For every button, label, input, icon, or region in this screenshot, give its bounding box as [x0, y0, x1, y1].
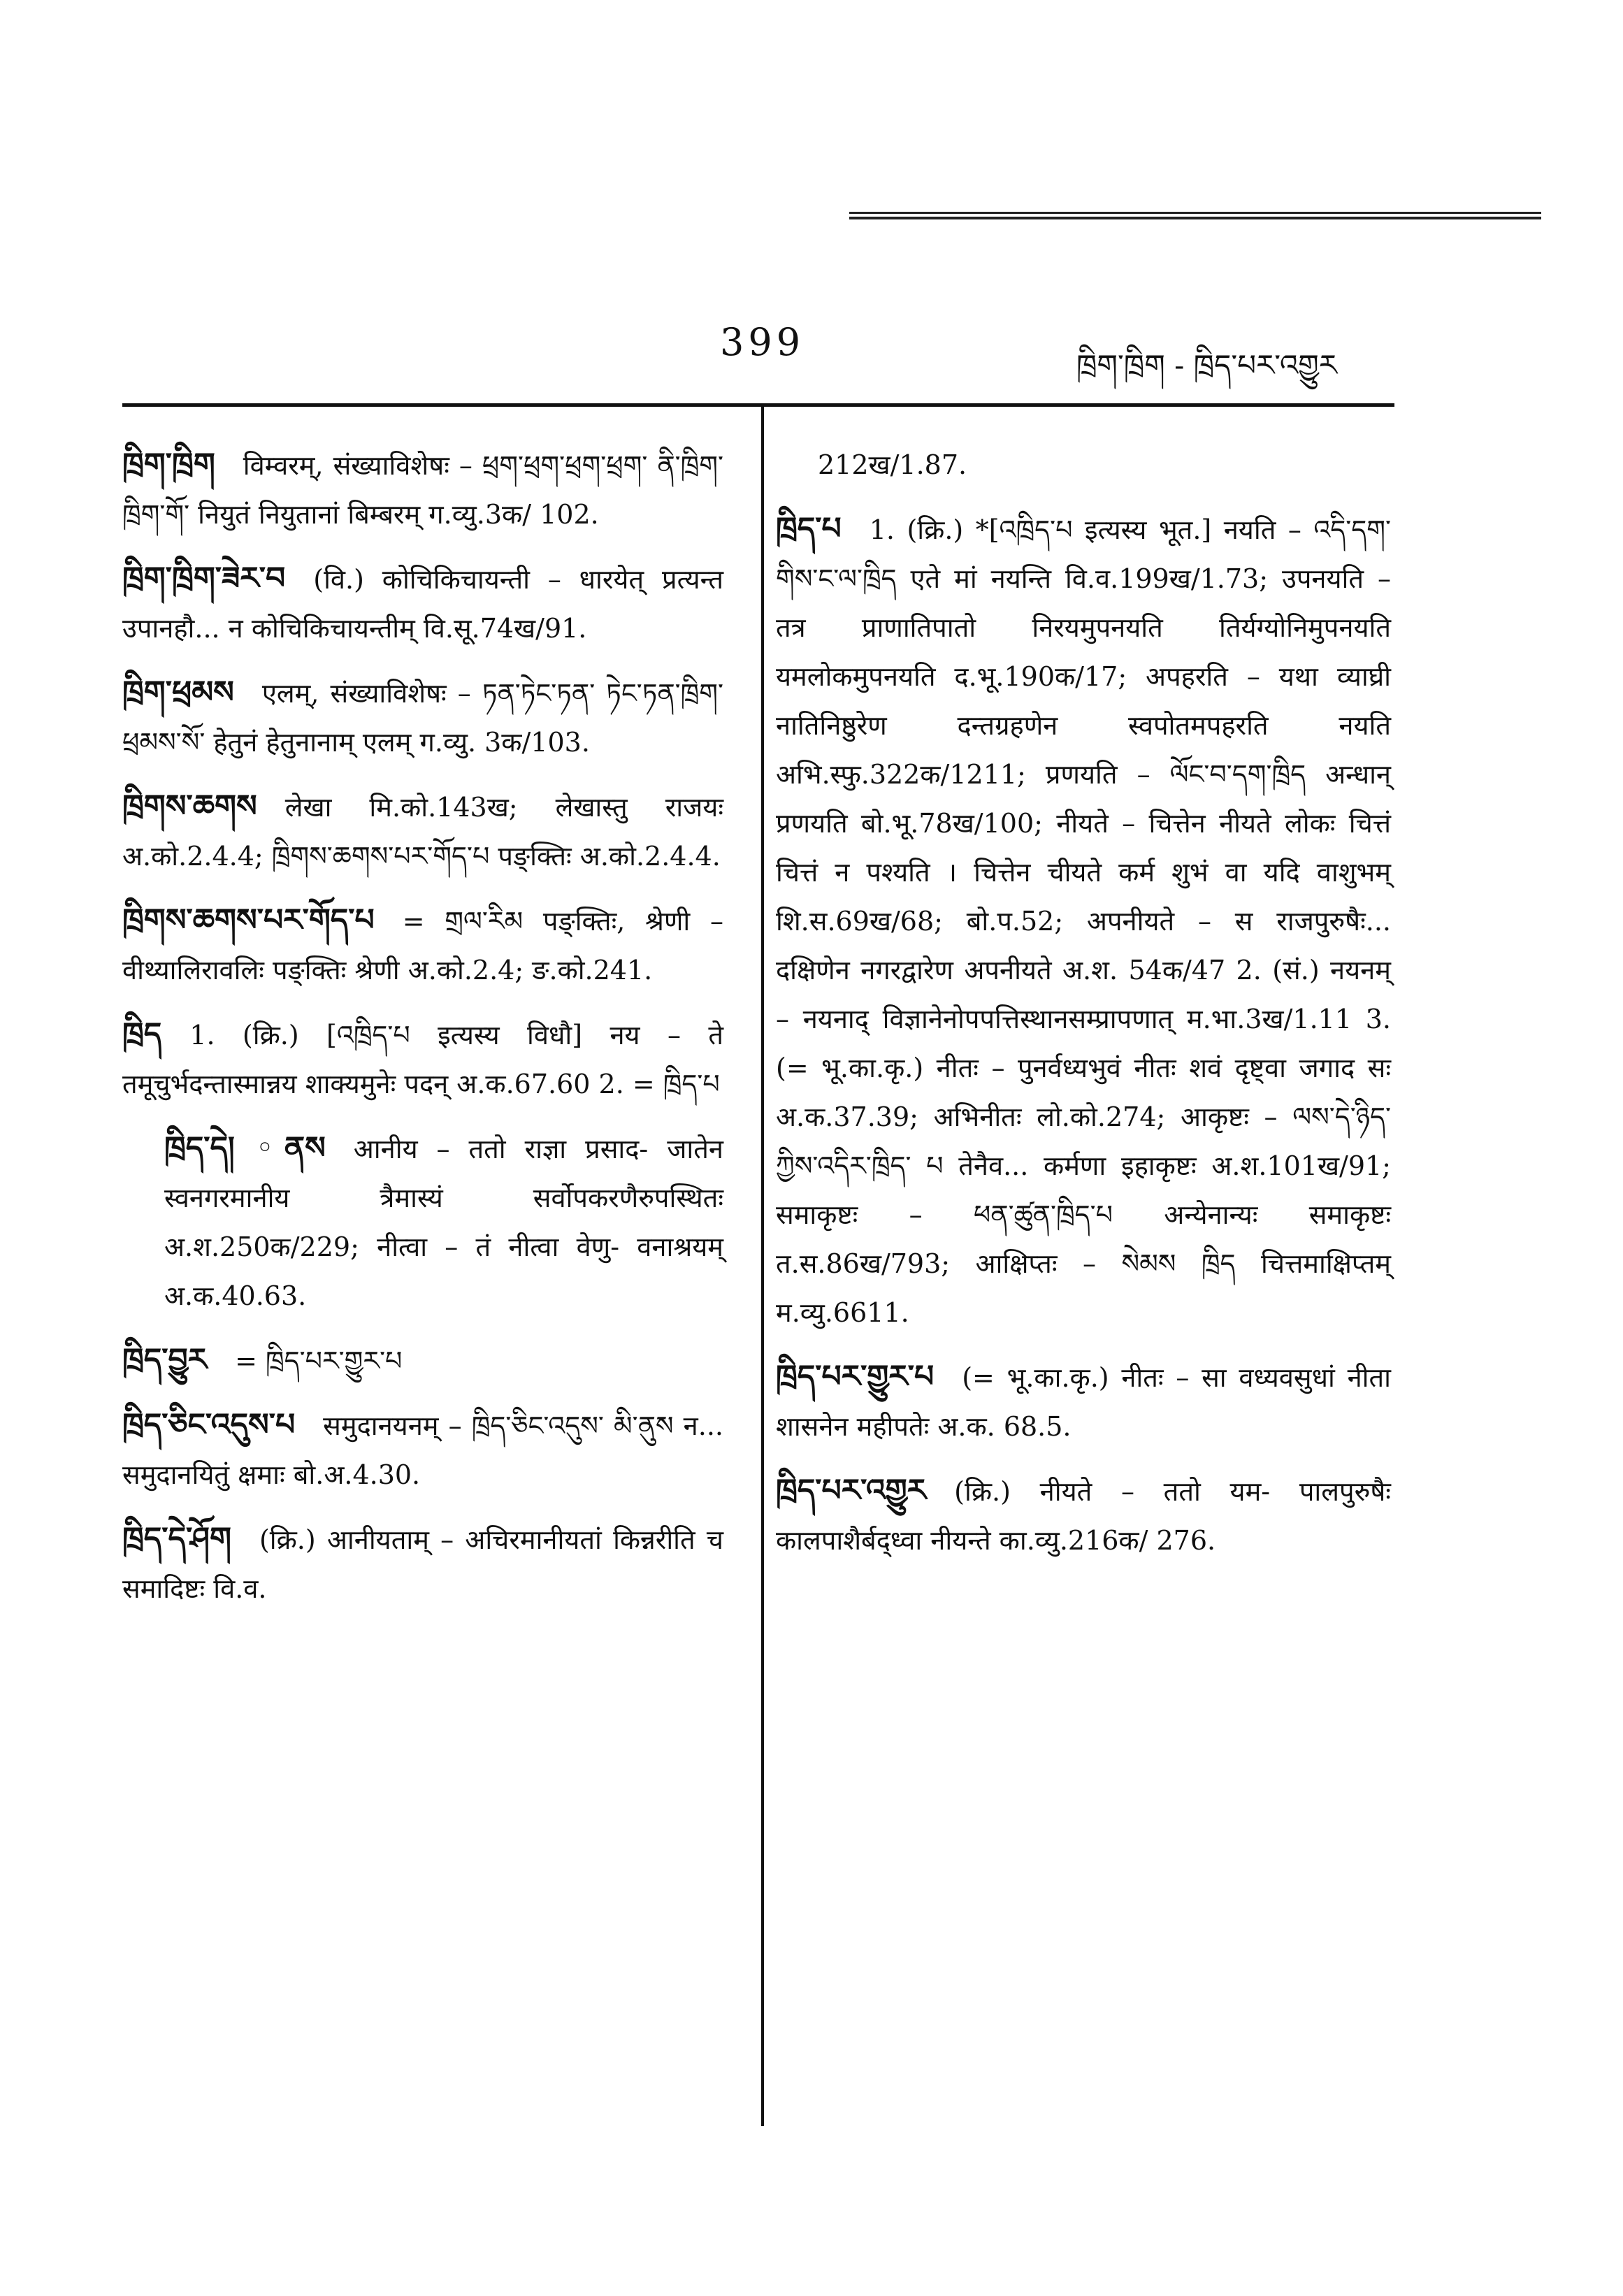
entry-headword: ཁྲིད་པ — [776, 511, 842, 547]
dictionary-entry — [122, 554, 723, 653]
entry-text: 212ख/1.87. — [818, 449, 967, 480]
entry-headword: ཁྲིད་པར་གྱུར་པ — [776, 1359, 935, 1394]
dictionary-entry — [122, 1401, 723, 1499]
entry-text: आनीय – ततो राज्ञा प्रसाद- जातेन स्वनगरमानीय त्रैमास्यं सर्वोपकरणैरुपस्थितः अ.श.250क/229; नीत्वा – तं नीत्वा वेणु- वनाश्रयम् अ.क.40.63. — [164, 1134, 723, 1311]
dictionary-entry — [122, 440, 723, 539]
entry-headword: ཁྲིགས་ཆགས་པར་གོད་པ — [122, 902, 375, 938]
entry-headword: ཁྲིད་པར་འགྱུར — [776, 1473, 927, 1508]
entry-text: (क्रि.) नीयते – ततो यम- पालपुरुषैः कालपाशैर्बद्ध्वा नीयन्ते का.व्यु.216क/ 276. — [776, 1476, 1391, 1556]
entry-text: 1. (क्रि.) *[འཁྲིད་པ इत्यस्य भूत.] नयति – འདི་དག་གིས་ང་ལ་ཁྲིད एते मां नयन्ति वि.व.199ख/1.73; उपनयति – तत्र प्राणातिपातो निरयमुपनयति तिर्यग्योनिमुपनयति यमलोकमुपनयति द.भू.190क/17; अपहरति – यथा व्याघ्री नातिनिष्ठुरेण दन्तग्रहणेन स्वपोतमपहरति नयति अभि.स्फु.322क/1211; प्रणयति – ལོང་བ་དག་ཁྲིད अन्धान् प्रणयति बो.भू.78ख/100; नीयते – चित्तेन नीयते लोकः चित्तं चित्तं न पश्यति । चित्तेन चीयते कर्म शुभं वा यदि वाशुभम् शि.स.69ख/68; बो.प.52; अपनीयते – स राजपुरुषैः... दक्षिणेन नगरद्वारेण अपनीयते अ.श. 54क/47 2. (सं.) नयनम् – नयनाद् विज्ञानेनोपपत्तिस्थानसम्प्रापणात् म.भा.3ख/1.11 3. (= भू.का.कृ.) नीतः – पुनर्वध्यभुवं नीतः शवं दृष्ट्वा जगाद सः अ.क.37.39; अभिनीतः लो.को.274; आकृष्टः – ལས་དེ་ཉིད་ཀྱིས་འདིར་ཁྲིད་ པ तेनैव... कर्मणा इहाकृष्टः अ.श.101ख/91; समाकृष्टः – ཕན་ཚུན་ཁྲིད་པ अन्येनान्यः समाकृष्टः त.स.86ख/793; आक्षिप्तः – སེམས ཁྲིད चित्तमाक्षिप्तम् म.व्यु.6611. — [776, 514, 1391, 1328]
dictionary-entry — [776, 505, 1391, 1337]
dictionary-entry — [776, 1352, 1391, 1451]
entry-headword: ཁྲིག་ཕྲམས — [122, 674, 234, 710]
entry-text: (वि.) कोचिकिचायन्ती – धारयेत् प्रत्यन्त उपानहौ... न कोचिकिचायन्तीम् वि.सू.74ख/91. — [122, 564, 723, 644]
entry-text: (= भू.का.कृ.) नीतः – सा वध्यवसुधां नीता शासनेन महीपतेः अ.क. 68.5. — [776, 1362, 1391, 1442]
entry-text: लेखा मि.को.143ख; लेखास्तु राजयः अ.को.2.4.4; ཁྲིགས་ཆགས་པར་གོད་པ पङ्क्तिः अ.को.2.4.4. — [122, 792, 723, 872]
entry-headword: ཁྲིག་ཁྲིག་ཟེར་བ — [122, 561, 286, 596]
dictionary-entry — [122, 1515, 723, 1613]
entry-headword: ཁྲིད་ཅིང་འདུས་པ — [122, 1407, 296, 1443]
dictionary-subentry — [122, 1124, 723, 1320]
entry-text: = གྲལ་རིམ पङ्क्तिः, श्रेणी – वीथ्यालिरावलिः पङ्क्तिः श्रेणी अ.को.2.4; ङ.को.241. — [122, 906, 723, 985]
page-number: 399 — [720, 320, 805, 364]
entry-headword: ཁྲིད་དེ་ཤོག — [122, 1521, 231, 1557]
entry-headword: ཁྲིད་དེ། ◦ནས — [164, 1130, 326, 1166]
dictionary-entry — [776, 1466, 1391, 1565]
top-decorative-rule — [849, 212, 1541, 219]
entry-text: 1. (क्रि.) [འཁྲིད་པ इत्यस्य विधौ] नय – ते तमूचुर्भदन्तास्मान्नय शाक्यमुनेः पदन् अ.क.67.60 2. = ཁྲིད་པ — [122, 1020, 723, 1099]
dictionary-entry — [122, 1010, 723, 1109]
running-head: ཁྲིག་ཁྲིག - ཁྲིད་པར་འགྱུར — [1076, 348, 1338, 382]
entry-text: एलम्, संख्याविशेषः – ཏན་ཏེང་ཏན་ ཏེང་ཏན་ཁྲིག་ཕྲམས་སོ་ हेतुनं हेतुनानाम् एलम् ग.व्यु. 3क/103. — [122, 678, 723, 758]
dictionary-entry — [122, 1336, 723, 1385]
entry-headword: ཁྲིགས་ཆགས — [122, 788, 257, 824]
right-column — [776, 440, 1391, 1580]
column-divider — [761, 407, 764, 2126]
entry-headword: ཁྲིག་ཁྲིག — [122, 447, 215, 482]
dictionary-entry — [122, 668, 723, 767]
dictionary-entry — [122, 782, 723, 881]
dictionary-entry — [122, 896, 723, 995]
entry-headword: ཁྲིད་བྱུར — [122, 1342, 208, 1378]
dictionary-entry-continuation — [776, 440, 1391, 489]
entry-headword: ཁྲིད — [122, 1016, 162, 1052]
entry-text: = ཁྲིད་པར་གྱུར་པ — [235, 1345, 403, 1376]
header-rule — [122, 403, 1394, 407]
entry-text: (क्रि.) आनीयताम् – अचिरमानीयतां किन्नरीति च समादिष्टः वि.व. — [122, 1524, 723, 1604]
entry-text: विम्वरम्, संख्याविशेषः – ཕྲག་ཕྲག་ཕྲག་ཕྲག་ ནི་ཁྲིག་ཁྲིག་གོ་ नियुतं नियुतानां बिम्बरम् ग.व्यु.3क/ 102. — [122, 450, 723, 530]
entry-text: समुदानयनम् – ཁྲིད་ཅིང་འདུས་ མི་ནུས न... समुदानयितुं क्षमाः बो.अ.4.30. — [122, 1410, 723, 1490]
left-column — [122, 440, 723, 1629]
